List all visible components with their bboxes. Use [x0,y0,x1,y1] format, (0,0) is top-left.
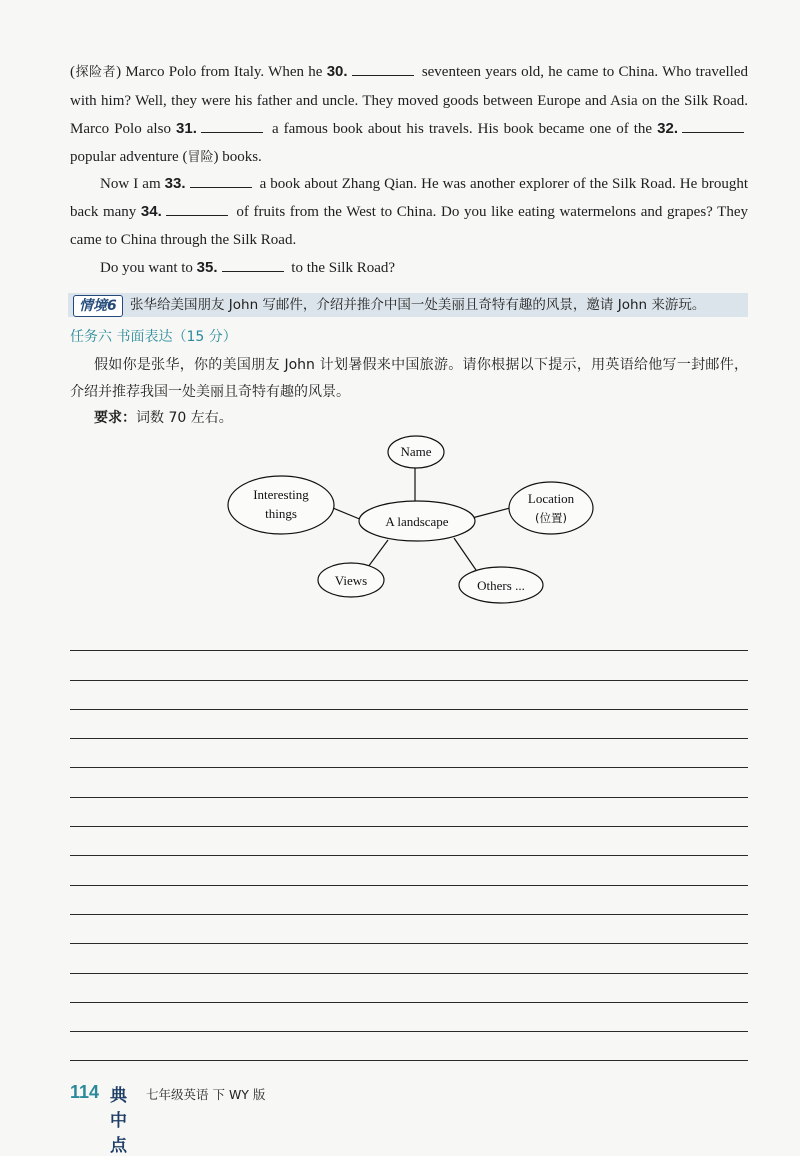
text-segment: of fruits from the West to China. Do you like eating watermelons and grapes? They came to China through the Silk Road. [70,204,748,248]
scene-label: 情境6 [73,295,123,317]
scene-text: 张华给美国朋友 John 写邮件，介绍并推介中国一处美丽且奇特有趣的风景，邀请 John 来游玩。 [130,297,706,313]
writing-line[interactable] [70,974,748,1003]
writing-line[interactable] [70,915,748,944]
task-description: 假如你是张华，你的美国朋友 John 计划暑假来中国旅游。请你根据以下提示，用英语给他写一封邮件，介绍并推荐我国一处美丽且奇特有趣的风景。 [70,357,748,400]
writing-line[interactable] [70,798,748,827]
writing-line[interactable] [70,1003,748,1032]
writing-line[interactable] [70,768,748,797]
question-number-35: 35. [196,259,218,276]
answer-blank-30[interactable] [352,61,414,76]
writing-line[interactable] [70,739,748,768]
requirement-label: 要求： [94,410,136,426]
passage-paragraph-3 [70,254,748,282]
node-interesting-ellipse [228,476,334,534]
answer-blank-32[interactable] [682,118,744,133]
writing-line[interactable] [70,1032,748,1061]
connector-others [454,538,476,570]
node-views-label: Views [334,573,368,588]
writing-line[interactable] [70,681,748,710]
connector-location [472,508,510,518]
passage-paragraph-1 [70,58,748,172]
writing-line[interactable] [70,886,748,915]
writing-line[interactable] [70,651,748,680]
text-segment: to the Silk Road? [291,260,396,276]
paren-open: ( [70,64,75,80]
node-location-label: Location [527,491,575,506]
answer-blank-35[interactable] [222,257,284,272]
answer-blank-34[interactable] [166,201,228,216]
node-location-ellipse [509,482,593,534]
connector-views [368,540,388,567]
requirement [94,407,233,427]
text-segment: ) books. [213,149,262,165]
question-number-31: 31. [176,120,197,137]
text-segment: Do you want to [100,260,193,276]
writing-line[interactable] [70,827,748,856]
task-title: 任务六 书面表达（15 分） [70,329,237,345]
node-center-label: A landscape [385,514,449,529]
gloss-adventure: 冒险 [187,150,214,165]
passage-paragraph-2 [70,170,748,254]
question-number-34: 34. [140,203,162,220]
question-number-30: 30. [326,63,348,80]
node-interesting-label-1: Interesting [253,487,309,502]
writing-line[interactable] [70,710,748,739]
text-segment: Now I am [100,176,161,192]
text-segment: a famous book about his travels. His book became one of the [271,121,653,137]
answer-blank-33[interactable] [190,173,252,188]
page-number: 114 [70,1082,100,1102]
answer-blank-31[interactable] [201,118,263,133]
writing-line[interactable] [70,944,748,973]
text-segment: ) Marco Polo from Italy. When he [116,64,323,80]
writing-line[interactable] [70,622,748,651]
question-number-33: 33. [164,175,186,192]
text-segment: seventeen years old, he came to China. Who travelled with him? Well, they were his father and uncle. They moved goods between Europe and Asia on the Silk Road. Marco Polo also [70,64,749,137]
mind-map [220,428,600,608]
gloss-explorer: 探险者 [75,65,117,80]
book-title: 七年级英语 下 WY 版 [146,1087,266,1102]
text-segment: a book about Zhang Qian. He was another explorer of the Silk Road. He brought back many [70,176,748,220]
brand-logo: 典中点 [110,1086,125,1156]
requirement-text: 词数 70 左右。 [136,410,233,426]
text-segment: popular adventure ( [70,149,188,165]
writing-area[interactable] [70,622,748,1061]
node-location-cn: (位置) [535,511,567,525]
node-others-label: Others ... [477,578,525,593]
node-name-label: Name [400,444,432,459]
node-interesting-label-2: things [265,506,297,521]
question-number-32: 32. [657,120,679,137]
writing-line[interactable] [70,856,748,885]
